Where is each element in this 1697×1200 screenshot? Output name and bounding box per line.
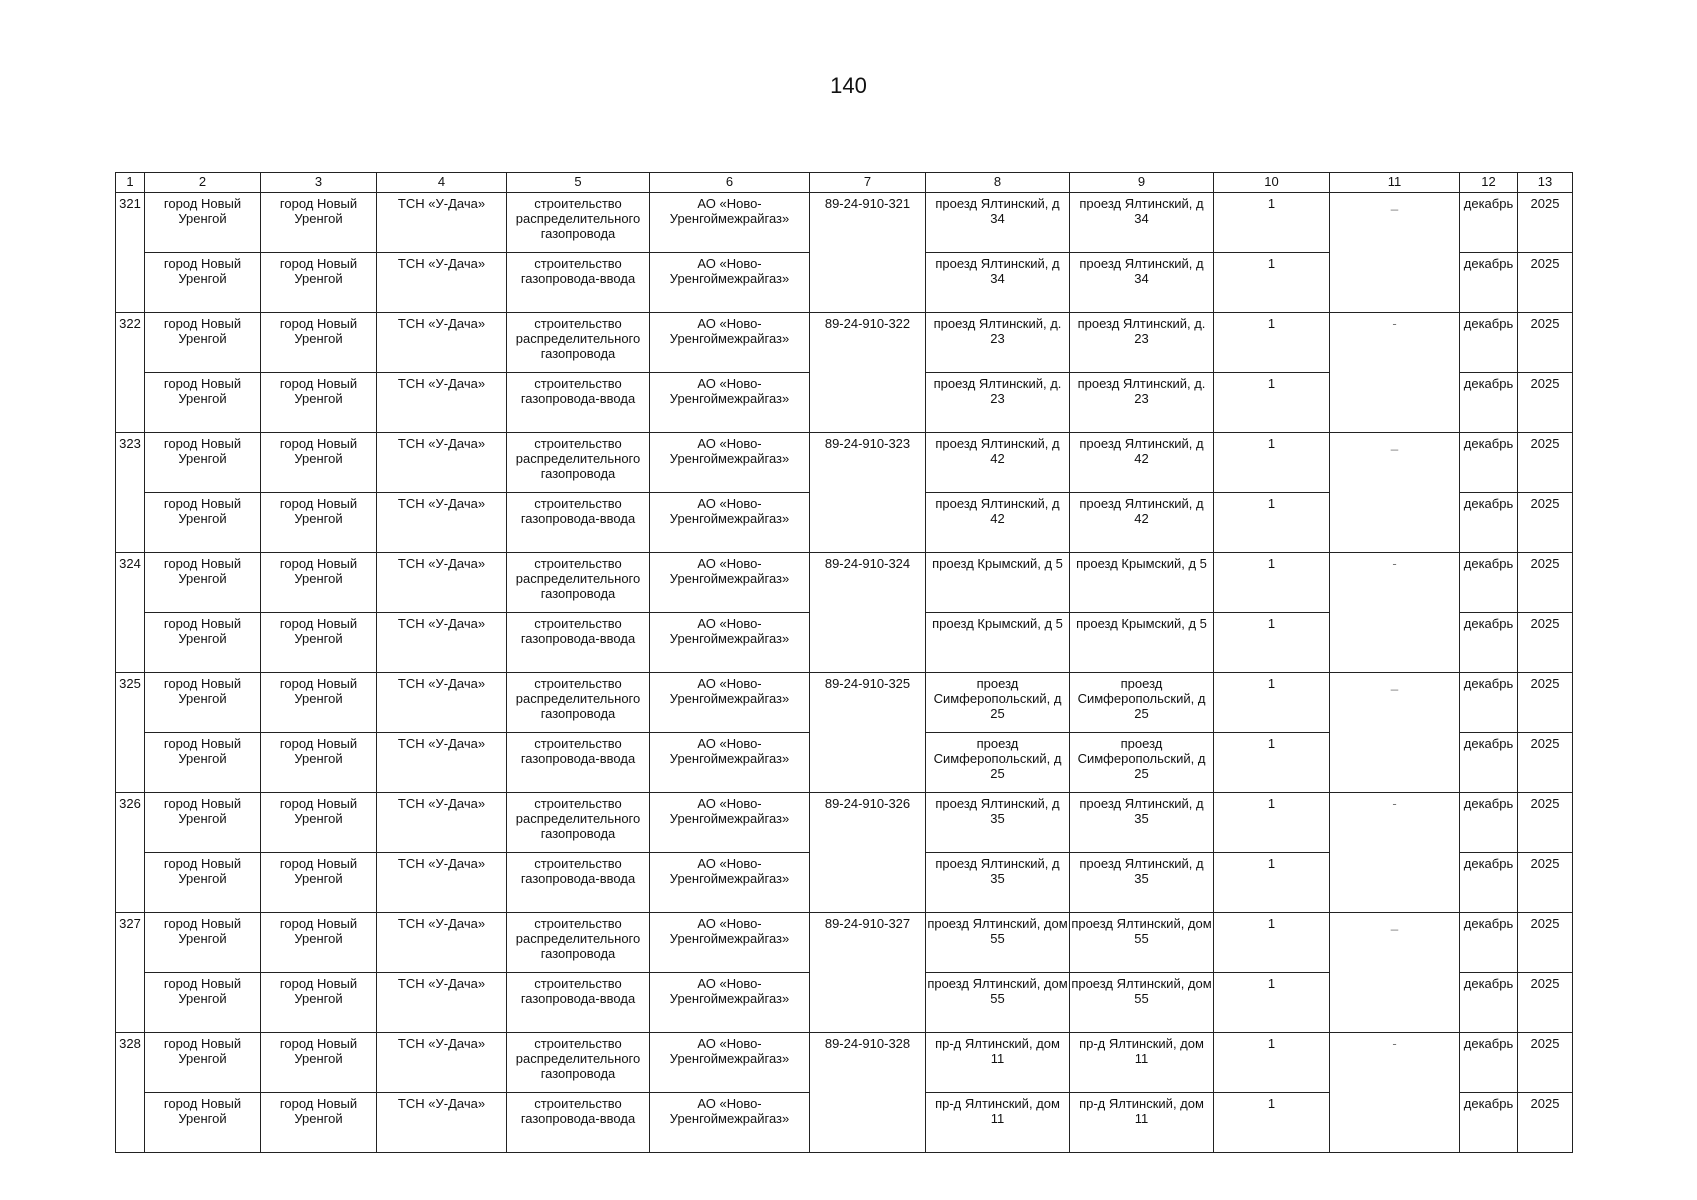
column-number-9: 9 [1070,173,1214,193]
municipality-cell: город Новый Уренгой [145,673,261,733]
address-end-cell: проезд Симферопольский, д 25 [1070,733,1214,793]
record-number: 322 [116,313,145,433]
settlement-cell: город Новый Уренгой [261,853,377,913]
municipality-cell: город Новый Уренгой [145,253,261,313]
address-start-cell: проезд Ялтинский, д. 23 [926,313,1070,373]
work-type-cell: строительство распределительного газопровода [507,313,650,373]
settlement-cell: город Новый Уренгой [261,913,377,973]
municipality-cell: город Новый Уренгой [145,313,261,373]
operator-cell: АО «Ново-Уренгоймежрайгаз» [650,253,810,313]
organization-cell: ТСН «У-Дача» [377,1033,507,1093]
note-cell: - [1330,793,1460,913]
address-start-cell: проезд Симферопольский, д 25 [926,673,1070,733]
table-row [116,793,1573,853]
organization-cell: ТСН «У-Дача» [377,433,507,493]
table-row [116,913,1573,973]
address-start-cell: проезд Ялтинский, д 34 [926,253,1070,313]
address-end-cell: проезд Ялтинский, д 42 [1070,433,1214,493]
address-end-cell: проезд Ялтинский, д 35 [1070,793,1214,853]
year-cell: 2025 [1518,913,1573,973]
settlement-cell: город Новый Уренгой [261,673,377,733]
object-code-cell: 89-24-910-324 [810,553,926,673]
operator-cell: АО «Ново-Уренгоймежрайгаз» [650,673,810,733]
address-start-cell: проезд Ялтинский, д 42 [926,493,1070,553]
municipality-cell: город Новый Уренгой [145,733,261,793]
settlement-cell: город Новый Уренгой [261,253,377,313]
month-cell: декабрь [1460,853,1518,913]
operator-cell: АО «Ново-Уренгоймежрайгаз» [650,913,810,973]
year-cell: 2025 [1518,553,1573,613]
year-cell: 2025 [1518,253,1573,313]
operator-cell: АО «Ново-Уренгоймежрайгаз» [650,613,810,673]
quantity-cell: 1 [1214,1093,1330,1153]
work-type-cell: строительство газопровода-ввода [507,613,650,673]
quantity-cell: 1 [1214,253,1330,313]
municipality-cell: город Новый Уренгой [145,493,261,553]
work-type-cell: строительство распределительного газопровода [507,1033,650,1093]
settlement-cell: город Новый Уренгой [261,313,377,373]
month-cell: декабрь [1460,373,1518,433]
organization-cell: ТСН «У-Дача» [377,193,507,253]
address-start-cell: проезд Ялтинский, дом 55 [926,913,1070,973]
settlement-cell: город Новый Уренгой [261,733,377,793]
organization-cell: ТСН «У-Дача» [377,733,507,793]
object-code-cell: 89-24-910-321 [810,193,926,313]
settlement-cell: город Новый Уренгой [261,793,377,853]
organization-cell: ТСН «У-Дача» [377,793,507,853]
year-cell: 2025 [1518,373,1573,433]
column-number-2: 2 [145,173,261,193]
register-table [115,172,1573,1153]
column-number-8: 8 [926,173,1070,193]
address-end-cell: проезд Симферопольский, д 25 [1070,673,1214,733]
address-end-cell: проезд Крымский, д 5 [1070,613,1214,673]
note-cell: _ [1330,913,1460,1033]
operator-cell: АО «Ново-Уренгоймежрайгаз» [650,313,810,373]
record-number: 326 [116,793,145,913]
table-row [116,673,1573,733]
operator-cell: АО «Ново-Уренгоймежрайгаз» [650,193,810,253]
address-end-cell: проезд Ялтинский, д. 23 [1070,373,1214,433]
note-cell: _ [1330,673,1460,793]
settlement-cell: город Новый Уренгой [261,1033,377,1093]
month-cell: декабрь [1460,913,1518,973]
note-cell: - [1330,313,1460,433]
work-type-cell: строительство газопровода-ввода [507,853,650,913]
table-row [116,553,1573,613]
municipality-cell: город Новый Уренгой [145,973,261,1033]
work-type-cell: строительство газопровода-ввода [507,253,650,313]
record-number: 324 [116,553,145,673]
quantity-cell: 1 [1214,793,1330,853]
quantity-cell: 1 [1214,733,1330,793]
quantity-cell: 1 [1214,433,1330,493]
settlement-cell: город Новый Уренгой [261,193,377,253]
column-number-7: 7 [810,173,926,193]
column-number-header-row [116,173,1573,193]
note-cell: _ [1330,433,1460,553]
month-cell: декабрь [1460,553,1518,613]
settlement-cell: город Новый Уренгой [261,1093,377,1153]
column-number-12: 12 [1460,173,1518,193]
organization-cell: ТСН «У-Дача» [377,313,507,373]
address-start-cell: проезд Ялтинский, д 35 [926,853,1070,913]
note-cell: - [1330,1033,1460,1153]
month-cell: декабрь [1460,973,1518,1033]
quantity-cell: 1 [1214,313,1330,373]
address-end-cell: проезд Ялтинский, дом 55 [1070,913,1214,973]
year-cell: 2025 [1518,1033,1573,1093]
municipality-cell: город Новый Уренгой [145,1033,261,1093]
column-number-1: 1 [116,173,145,193]
address-end-cell: проезд Ялтинский, д 35 [1070,853,1214,913]
address-end-cell: проезд Ялтинский, д 34 [1070,253,1214,313]
note-cell: _ [1330,193,1460,313]
year-cell: 2025 [1518,493,1573,553]
month-cell: декабрь [1460,253,1518,313]
year-cell: 2025 [1518,313,1573,373]
column-number-6: 6 [650,173,810,193]
quantity-cell: 1 [1214,913,1330,973]
municipality-cell: город Новый Уренгой [145,913,261,973]
year-cell: 2025 [1518,793,1573,853]
quantity-cell: 1 [1214,973,1330,1033]
organization-cell: ТСН «У-Дача» [377,973,507,1033]
address-start-cell: пр-д Ялтинский, дом 11 [926,1033,1070,1093]
object-code-cell: 89-24-910-322 [810,313,926,433]
month-cell: декабрь [1460,613,1518,673]
organization-cell: ТСН «У-Дача» [377,853,507,913]
work-type-cell: строительство распределительного газопровода [507,673,650,733]
record-number: 321 [116,193,145,313]
object-code-cell: 89-24-910-323 [810,433,926,553]
quantity-cell: 1 [1214,553,1330,613]
quantity-cell: 1 [1214,1033,1330,1093]
operator-cell: АО «Ново-Уренгоймежрайгаз» [650,973,810,1033]
object-code-cell: 89-24-910-326 [810,793,926,913]
operator-cell: АО «Ново-Уренгоймежрайгаз» [650,1033,810,1093]
organization-cell: ТСН «У-Дача» [377,373,507,433]
column-number-3: 3 [261,173,377,193]
quantity-cell: 1 [1214,493,1330,553]
column-number-11: 11 [1330,173,1460,193]
address-start-cell: проезд Ялтинский, д 34 [926,193,1070,253]
settlement-cell: город Новый Уренгой [261,613,377,673]
month-cell: декабрь [1460,1093,1518,1153]
settlement-cell: город Новый Уренгой [261,373,377,433]
operator-cell: АО «Ново-Уренгоймежрайгаз» [650,373,810,433]
month-cell: декабрь [1460,733,1518,793]
record-number: 328 [116,1033,145,1153]
address-end-cell: проезд Ялтинский, д 42 [1070,493,1214,553]
month-cell: декабрь [1460,313,1518,373]
municipality-cell: город Новый Уренгой [145,853,261,913]
municipality-cell: город Новый Уренгой [145,613,261,673]
address-end-cell: пр-д Ялтинский, дом 11 [1070,1093,1214,1153]
organization-cell: ТСН «У-Дача» [377,613,507,673]
organization-cell: ТСН «У-Дача» [377,1093,507,1153]
organization-cell: ТСН «У-Дача» [377,673,507,733]
work-type-cell: строительство распределительного газопровода [507,553,650,613]
month-cell: декабрь [1460,193,1518,253]
record-number: 327 [116,913,145,1033]
month-cell: декабрь [1460,793,1518,853]
address-start-cell: проезд Ялтинский, д. 23 [926,373,1070,433]
object-code-cell: 89-24-910-328 [810,1033,926,1153]
municipality-cell: город Новый Уренгой [145,1093,261,1153]
settlement-cell: город Новый Уренгой [261,553,377,613]
municipality-cell: город Новый Уренгой [145,193,261,253]
object-code-cell: 89-24-910-327 [810,913,926,1033]
quantity-cell: 1 [1214,193,1330,253]
column-number-4: 4 [377,173,507,193]
municipality-cell: город Новый Уренгой [145,373,261,433]
column-number-13: 13 [1518,173,1573,193]
operator-cell: АО «Ново-Уренгоймежрайгаз» [650,493,810,553]
address-start-cell: проезд Ялтинский, дом 55 [926,973,1070,1033]
operator-cell: АО «Ново-Уренгоймежрайгаз» [650,553,810,613]
settlement-cell: город Новый Уренгой [261,433,377,493]
address-start-cell: проезд Симферопольский, д 25 [926,733,1070,793]
work-type-cell: строительство газопровода-ввода [507,973,650,1033]
year-cell: 2025 [1518,193,1573,253]
work-type-cell: строительство распределительного газопровода [507,433,650,493]
year-cell: 2025 [1518,973,1573,1033]
address-start-cell: проезд Крымский, д 5 [926,613,1070,673]
year-cell: 2025 [1518,853,1573,913]
note-cell: - [1330,553,1460,673]
settlement-cell: город Новый Уренгой [261,973,377,1033]
month-cell: декабрь [1460,493,1518,553]
operator-cell: АО «Ново-Уренгоймежрайгаз» [650,433,810,493]
table-row [116,1033,1573,1093]
work-type-cell: строительство газопровода-ввода [507,1093,650,1153]
table-row [116,313,1573,373]
year-cell: 2025 [1518,673,1573,733]
work-type-cell: строительство газопровода-ввода [507,733,650,793]
address-start-cell: проезд Крымский, д 5 [926,553,1070,613]
year-cell: 2025 [1518,433,1573,493]
organization-cell: ТСН «У-Дача» [377,493,507,553]
municipality-cell: город Новый Уренгой [145,553,261,613]
quantity-cell: 1 [1214,373,1330,433]
municipality-cell: город Новый Уренгой [145,433,261,493]
page-number: 140 [830,73,867,98]
object-code-cell: 89-24-910-325 [810,673,926,793]
address-start-cell: проезд Ялтинский, д 42 [926,433,1070,493]
organization-cell: ТСН «У-Дача» [377,253,507,313]
address-end-cell: пр-д Ялтинский, дом 11 [1070,1033,1214,1093]
month-cell: декабрь [1460,673,1518,733]
quantity-cell: 1 [1214,853,1330,913]
year-cell: 2025 [1518,1093,1573,1153]
work-type-cell: строительство распределительного газопровода [507,793,650,853]
address-end-cell: проезд Ялтинский, дом 55 [1070,973,1214,1033]
column-number-5: 5 [507,173,650,193]
address-end-cell: проезд Ялтинский, д. 23 [1070,313,1214,373]
operator-cell: АО «Ново-Уренгоймежрайгаз» [650,733,810,793]
quantity-cell: 1 [1214,673,1330,733]
address-start-cell: пр-д Ялтинский, дом 11 [926,1093,1070,1153]
year-cell: 2025 [1518,733,1573,793]
operator-cell: АО «Ново-Уренгоймежрайгаз» [650,1093,810,1153]
municipality-cell: город Новый Уренгой [145,793,261,853]
work-type-cell: строительство газопровода-ввода [507,493,650,553]
record-number: 323 [116,433,145,553]
quantity-cell: 1 [1214,613,1330,673]
address-start-cell: проезд Ялтинский, д 35 [926,793,1070,853]
record-number: 325 [116,673,145,793]
organization-cell: ТСН «У-Дача» [377,553,507,613]
operator-cell: АО «Ново-Уренгоймежрайгаз» [650,853,810,913]
organization-cell: ТСН «У-Дача» [377,913,507,973]
year-cell: 2025 [1518,613,1573,673]
work-type-cell: строительство распределительного газопровода [507,193,650,253]
operator-cell: АО «Ново-Уренгоймежрайгаз» [650,793,810,853]
settlement-cell: город Новый Уренгой [261,493,377,553]
column-number-10: 10 [1214,173,1330,193]
address-end-cell: проезд Ялтинский, д 34 [1070,193,1214,253]
work-type-cell: строительство газопровода-ввода [507,373,650,433]
table-row [116,193,1573,253]
work-type-cell: строительство распределительного газопровода [507,913,650,973]
month-cell: декабрь [1460,1033,1518,1093]
table-row [116,433,1573,493]
month-cell: декабрь [1460,433,1518,493]
address-end-cell: проезд Крымский, д 5 [1070,553,1214,613]
